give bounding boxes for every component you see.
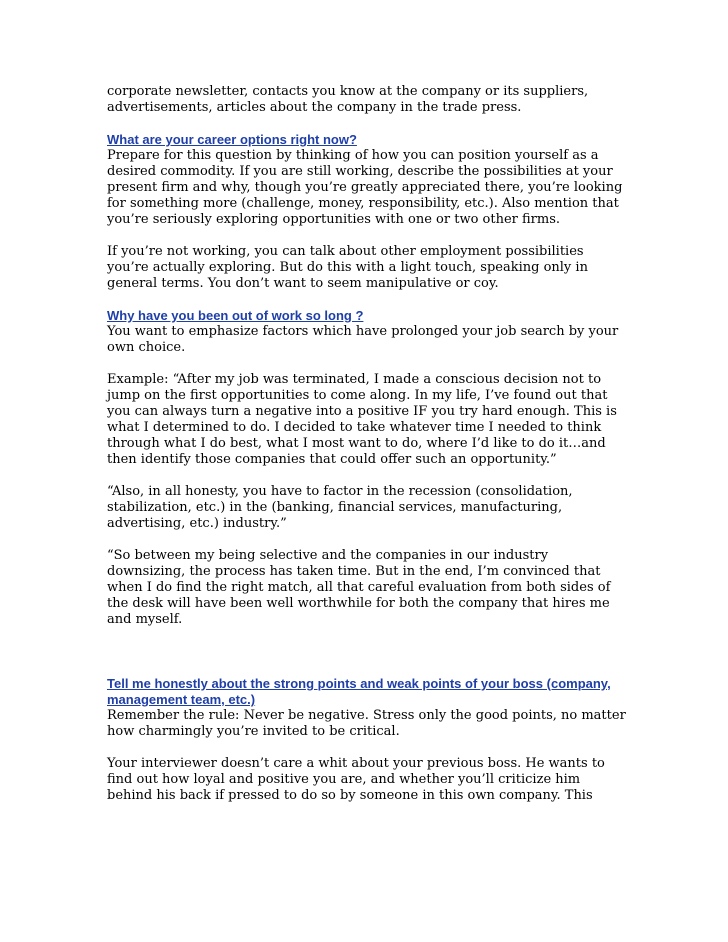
section-paragraph: You want to emphasize factors which have prolonged your job search by your own choice. xyxy=(107,324,619,355)
section-paragraph: If you’re not working, you can talk about other employment possibilities you’re actually exploring. But do this with a light touch, speaking only in general terms. You don’t want to seem manipulative or coy. xyxy=(107,244,588,291)
section-heading: What are your career options right now? xyxy=(107,132,357,147)
document-page xyxy=(107,84,627,820)
section-paragraph: “Also, in all honesty, you have to factor in the recession (consolidation, stabilization, etc.) in the (banking, financial services, manufacturing, advertising, etc.) industry.” xyxy=(107,484,573,531)
section-paragraph: Your interviewer doesn’t care a whit about your previous boss. He wants to find out how loyal and positive you are, and whether you’ll criticize him behind his back if pressed to do so by someone in this own company. This xyxy=(107,756,605,803)
section-spacer xyxy=(107,644,627,676)
section-heading: Why have you been out of work so long ? xyxy=(107,308,364,323)
section-paragraph: Remember the rule: Never be negative. Stress only the good points, no matter how charmingly you’re invited to be critical. xyxy=(107,708,626,739)
section-paragraph: Prepare for this question by thinking of how you can position yourself as a desired commodity. If you are still working, describe the possibilities at your present firm and why, though you’re greatly appreciated there, you’re looking for something more (challenge, money, responsibility, etc.). Also mention that you’re seriously exploring opportunities with one or two other firms. xyxy=(107,148,623,227)
section-career-options xyxy=(107,132,627,292)
section-out-of-work xyxy=(107,308,627,628)
intro-paragraph: corporate newsletter, contacts you know at the company or its suppliers, advertisements, articles about the company in the trade press. xyxy=(107,84,589,115)
section-boss-strengths xyxy=(107,676,627,804)
section-paragraph: “So between my being selective and the companies in our industry downsizing, the process has taken time. But in the end, I’m convinced that when I do find the right match, all that careful evaluation from both sides of the desk will have been well worthwhile for both the company that hires me and myself. xyxy=(107,548,611,627)
section-paragraph: Example: “After my job was terminated, I made a conscious decision not to jump on the first opportunities to come along. In my life, I’ve found out that you can always turn a negative into a positive IF you try hard enough. This is what I determined to do. I decided to take whatever time I needed to think through what I do best, what I most want to do, where I’d like to do it…and then identify those companies that could offer such an opportunity.” xyxy=(107,372,617,467)
section-heading: Tell me honestly about the strong points and weak points of your boss (company, management team, etc.) xyxy=(107,676,611,707)
